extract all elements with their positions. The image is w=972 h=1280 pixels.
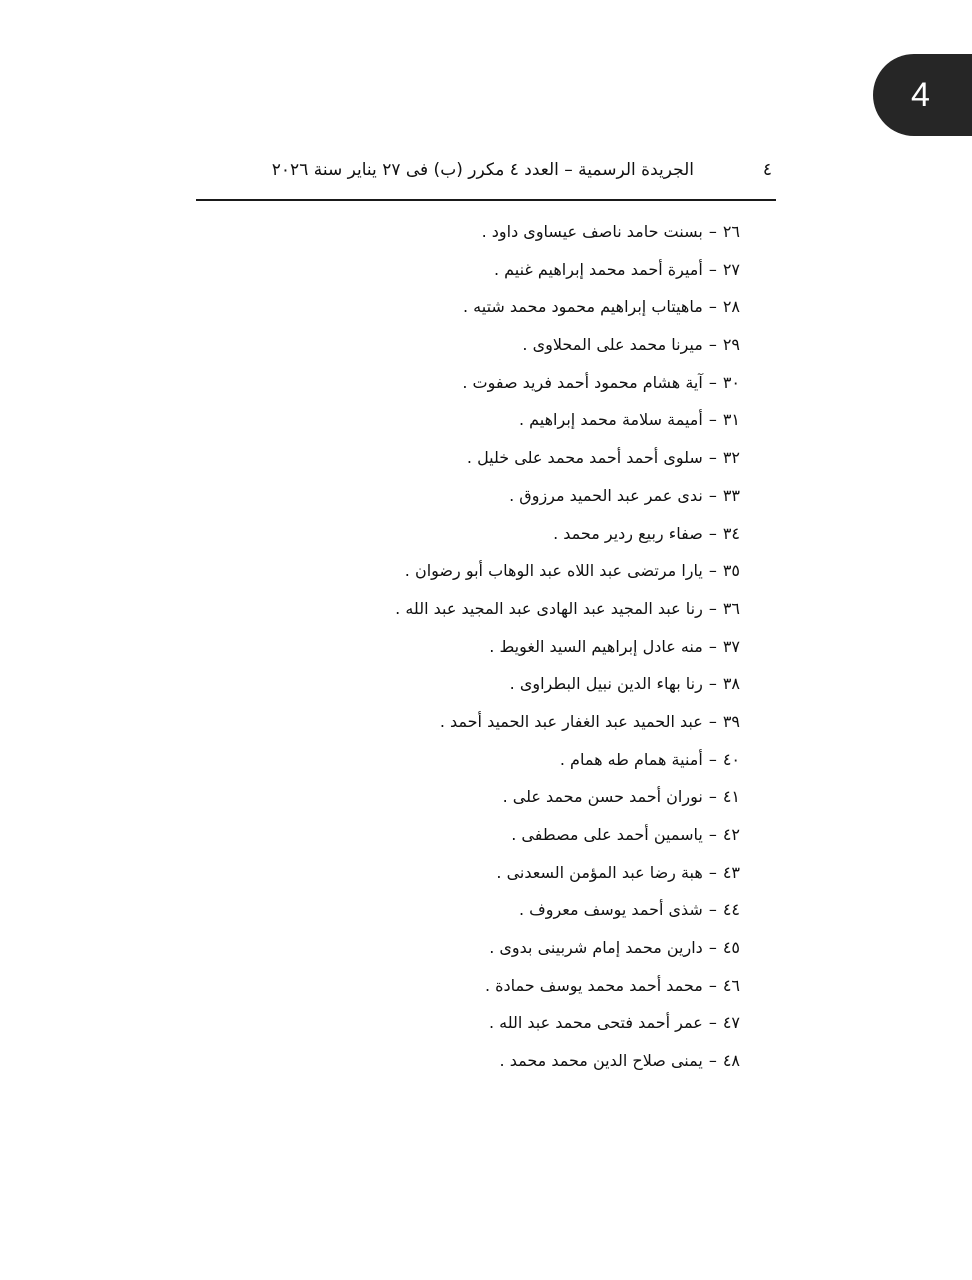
list-item-name: رنا عبد المجيد عبد الهادى عبد المجيد عبد الله . bbox=[395, 598, 703, 618]
list-item-number: ٤١ bbox=[722, 787, 740, 807]
list-item-separator: – bbox=[708, 825, 717, 844]
page-number-tab bbox=[873, 54, 972, 136]
list-item-number: ٤٥ bbox=[722, 938, 740, 958]
list-item-separator: – bbox=[708, 222, 717, 241]
list-item-name: أميرة أحمد محمد إبراهيم غنيم . bbox=[493, 259, 703, 279]
list-item bbox=[310, 816, 740, 854]
page-header bbox=[196, 155, 776, 201]
list-item-separator: – bbox=[708, 297, 717, 317]
list-item-number: ٤٦ bbox=[722, 975, 740, 995]
list-item bbox=[310, 590, 740, 628]
list-item-name: ماهيتاب إبراهيم محمود محمد شتيه . bbox=[463, 297, 703, 317]
list-item bbox=[310, 854, 740, 892]
list-item bbox=[310, 665, 740, 703]
list-item-number: ٣٣ bbox=[722, 485, 740, 505]
list-item-number: ٣٥ bbox=[722, 561, 740, 581]
list-item-name: سلوى أحمد أحمد محمد على خليل . bbox=[466, 448, 703, 468]
list-item bbox=[310, 401, 740, 439]
names-list bbox=[310, 213, 740, 1080]
list-item-separator: – bbox=[708, 711, 717, 731]
list-item-name: ميرنا محمد على المحلاوى . bbox=[522, 335, 703, 355]
list-item-separator: – bbox=[708, 636, 717, 656]
list-item-separator: – bbox=[708, 938, 717, 958]
list-item-separator: – bbox=[708, 1051, 717, 1071]
list-item-name: دارين محمد إمام شربينى بدوى . bbox=[489, 938, 703, 958]
list-item bbox=[310, 1004, 740, 1042]
list-item-name: أمنية همام طه همام . bbox=[559, 749, 703, 769]
list-item-name: رنا بهاء الدين نبيل البطراوى . bbox=[509, 674, 703, 694]
list-item-number: ٢٦ bbox=[722, 222, 740, 241]
list-item bbox=[310, 251, 740, 289]
list-item-separator: – bbox=[708, 1013, 717, 1033]
list-item-number: ٢٧ bbox=[722, 259, 740, 279]
list-item-number: ٣٧ bbox=[722, 636, 740, 656]
list-item bbox=[310, 628, 740, 666]
list-item-number: ٤٣ bbox=[722, 862, 740, 882]
list-item-number: ٢٨ bbox=[722, 297, 740, 317]
list-item-name: ياسمين أحمد على مصطفى . bbox=[511, 825, 703, 844]
list-item-name: أميمة سلامة محمد إبراهيم . bbox=[518, 410, 703, 430]
list-item bbox=[310, 552, 740, 590]
list-item-number: ٣٤ bbox=[722, 523, 740, 543]
list-item-separator: – bbox=[708, 598, 717, 618]
list-item-number: ٣٦ bbox=[722, 598, 740, 618]
header-page-number: ٤ bbox=[762, 160, 772, 180]
list-item-separator: – bbox=[708, 410, 717, 430]
list-item-separator: – bbox=[708, 749, 717, 769]
list-item-name: شذى أحمد يوسف معروف . bbox=[518, 900, 703, 920]
list-item-number: ٤٧ bbox=[722, 1013, 740, 1033]
list-item-number: ٤٨ bbox=[722, 1051, 740, 1071]
list-item bbox=[310, 288, 740, 326]
list-item-separator: – bbox=[708, 862, 717, 882]
list-item bbox=[310, 967, 740, 1005]
list-item bbox=[310, 1042, 740, 1080]
list-item-number: ٤٠ bbox=[722, 749, 740, 769]
list-item-name: هبة رضا عبد المؤمن السعدنى . bbox=[496, 862, 703, 882]
list-item-name: يمنى صلاح الدين محمد محمد . bbox=[499, 1051, 703, 1071]
list-item-separator: – bbox=[708, 900, 717, 920]
list-item-separator: – bbox=[708, 975, 717, 995]
list-item-number: ٣٨ bbox=[722, 674, 740, 694]
list-item bbox=[310, 703, 740, 741]
list-item-name: محمد أحمد محمد يوسف حمادة . bbox=[485, 975, 703, 995]
list-item-name: بسنت حامد ناصف عيساوى داود . bbox=[481, 222, 703, 241]
list-item-number: ٤٤ bbox=[722, 900, 740, 920]
list-item bbox=[310, 439, 740, 477]
page-number-tab-label: 4 bbox=[911, 76, 930, 114]
list-item-separator: – bbox=[708, 523, 717, 543]
list-item bbox=[310, 515, 740, 553]
gazette-title: الجريدة الرسمية – العدد ٤ مكرر (ب) فى ٢٧ يناير سنة ٢٠٢٦ bbox=[271, 160, 694, 180]
list-item-separator: – bbox=[708, 674, 717, 694]
list-item-separator: – bbox=[708, 448, 717, 468]
list-item bbox=[310, 891, 740, 929]
list-item bbox=[310, 477, 740, 515]
list-item-name: يارا مرتضى عبد اللاه عبد الوهاب أبو رضوان . bbox=[404, 561, 703, 581]
list-item-name: ندى عمر عبد الحميد مرزوق . bbox=[509, 485, 703, 505]
list-item-name: عمر أحمد فتحى محمد عبد الله . bbox=[488, 1013, 703, 1033]
list-item-number: ٤٢ bbox=[722, 825, 740, 844]
list-item bbox=[310, 929, 740, 967]
list-item bbox=[310, 326, 740, 364]
list-item-name: آية هشام محمود أحمد فريد صفوت . bbox=[462, 372, 703, 392]
list-item-separator: – bbox=[708, 335, 717, 355]
list-item-number: ٣٠ bbox=[722, 372, 740, 392]
list-item-separator: – bbox=[708, 372, 717, 392]
list-item bbox=[310, 778, 740, 816]
list-item-number: ٣٢ bbox=[722, 448, 740, 468]
list-item-name: نوران أحمد حسن محمد على . bbox=[502, 787, 703, 807]
list-item-name: منه عادل إبراهيم السيد الغويط . bbox=[489, 636, 703, 656]
list-item-number: ٣١ bbox=[722, 410, 740, 430]
list-item-name: صفاء ربيع ردير محمد . bbox=[553, 523, 703, 543]
list-item-number: ٢٩ bbox=[722, 335, 740, 355]
list-item-separator: – bbox=[708, 259, 717, 279]
list-item bbox=[310, 364, 740, 402]
list-item bbox=[310, 213, 740, 251]
list-item bbox=[310, 741, 740, 779]
list-item-separator: – bbox=[708, 561, 717, 581]
list-item-number: ٣٩ bbox=[722, 711, 740, 731]
list-item-separator: – bbox=[708, 787, 717, 807]
list-item-name: عبد الحميد عبد الغفار عبد الحميد أحمد . bbox=[439, 711, 703, 731]
list-item-separator: – bbox=[708, 485, 717, 505]
